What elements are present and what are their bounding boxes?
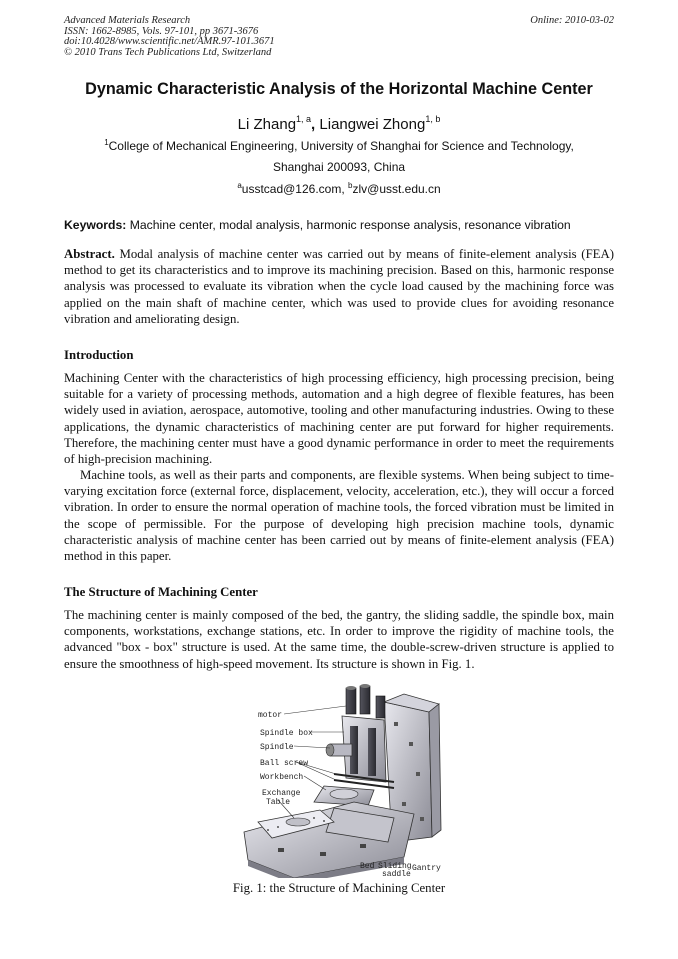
author-name: Liangwei Zhong bbox=[319, 116, 426, 133]
figure-label-sliding: Sliding bbox=[378, 862, 412, 871]
email-sup: b bbox=[348, 181, 353, 190]
author-name: Li Zhang bbox=[237, 116, 297, 133]
abstract bbox=[64, 246, 614, 327]
intro-paragraph-2: Machine tools, as well as their parts and components, are flexible systems. When being subject to time-varying excitation force (external force, displacement, velocity, acceleration, etc.), they will occur a forced vibration. In order to ensure the normal operation of machine tools, the forced vibration must be limited in the scope of permissible. For the purpose of developing high precision machine tools, dynamic characteristic analysis of machine center has been carried out by means of finite-element analysis (FEA) method in this paper. bbox=[64, 468, 614, 564]
email-sup: a bbox=[237, 181, 242, 190]
author-sup: 1, a bbox=[296, 114, 312, 124]
copyright-line: © 2010 Trans Tech Publications Ltd, Switzerland bbox=[64, 46, 272, 58]
figure-label-table: Table bbox=[266, 798, 291, 807]
workbench-shape bbox=[314, 786, 374, 806]
motor-shapes bbox=[346, 684, 385, 718]
section-heading-introduction: Introduction bbox=[64, 348, 134, 362]
doi-line: doi:10.4028/www.scientific.net/AMR.97-101.3671 bbox=[64, 36, 275, 48]
running-header bbox=[64, 16, 275, 58]
abstract-label: Abstract. bbox=[64, 247, 115, 261]
figure-caption: Fig. 1: the Structure of Machining Center bbox=[232, 881, 446, 895]
keywords-label: Keywords: bbox=[64, 218, 127, 232]
email-b: zlv@usst.edu.cn bbox=[352, 182, 441, 196]
author-sup: 1, b bbox=[425, 114, 441, 124]
affiliation-line-2: Shanghai 200093, China bbox=[272, 160, 406, 174]
affiliation-text: College of Mechanical Engineering, University of Shanghai for Science and Technology, bbox=[108, 139, 574, 153]
journal-name: Advanced Materials Research bbox=[64, 15, 191, 26]
paper-title: Dynamic Characteristic Analysis of the Horizontal Machine Center bbox=[85, 80, 593, 98]
figure-label-exchange: Exchange bbox=[262, 789, 301, 798]
section-heading-structure: The Structure of Machining Center bbox=[64, 585, 258, 599]
machining-center-figure bbox=[234, 682, 444, 878]
figure-label-spindle-box: Spindle box bbox=[260, 729, 313, 738]
issn-line: ISSN: 1662-8985, Vols. 97-101, pp 3671-3676 bbox=[64, 25, 259, 37]
email-a: usstcad@126.com, bbox=[241, 182, 345, 196]
affiliation-sup: 1 bbox=[104, 138, 109, 147]
online-date: Online: 2010-03-02 bbox=[530, 15, 614, 26]
figure-label-motor: motor bbox=[258, 711, 283, 720]
figure-label-ball-screw: Ball screw bbox=[260, 759, 309, 768]
figure-label-gantry: Gantry bbox=[412, 864, 441, 873]
figure-label-saddle: saddle bbox=[382, 870, 411, 878]
keywords-text: Machine center, modal analysis, harmonic response analysis, resonance vibration bbox=[129, 218, 571, 232]
figure-label-bed: Bed bbox=[360, 862, 375, 871]
abstract-text: Modal analysis of machine center was carried out by means of finite-element analysis (FEA) method to get its characteristics and to improve its machining precision. Based on this, harmonic response analysis was processed to evaluate its vibration when the cycle load caused by the machining force was applied on the main shaft of machine center, which was used to provide clues for avoiding resonance vibration and ameliorating design. bbox=[64, 247, 615, 326]
intro-paragraph-1: Machining Center with the characteristics of high processing efficiency, high processing precision, being suitable for a variety of processing methods, automation and a high degree of flexible features, has been widely used in aviation, aerospace, automotive, tooling and other manufacturing industries. Owing to these applications, the dynamic characteristics of machining center are put forward for higher requirements. Therefore, the machining center must have a good dynamic performance in order to meet the requirements of high-precision machining. bbox=[64, 371, 614, 467]
author-separator: , bbox=[311, 116, 316, 133]
structure-paragraph-1: The machining center is mainly composed of the bed, the gantry, the sliding saddle, the spindle box, main components, workstations, exchange stations, etc. In order to improve the rigidity of machine tools, the advanced "box - box" structure is used. At the same time, the double-screw-driven structure is applied to ensure the smoothness of high-speed movement. Its structure is shown in Fig. 1. bbox=[64, 608, 614, 671]
affiliation-line-1 bbox=[0, 138, 678, 153]
spindle-shape bbox=[326, 744, 352, 756]
email-line bbox=[0, 181, 678, 196]
keywords bbox=[64, 218, 624, 232]
figure-label-spindle: Spindle bbox=[260, 743, 294, 752]
figure-label-workbench: Workbench bbox=[260, 773, 304, 782]
author-line bbox=[0, 114, 678, 133]
